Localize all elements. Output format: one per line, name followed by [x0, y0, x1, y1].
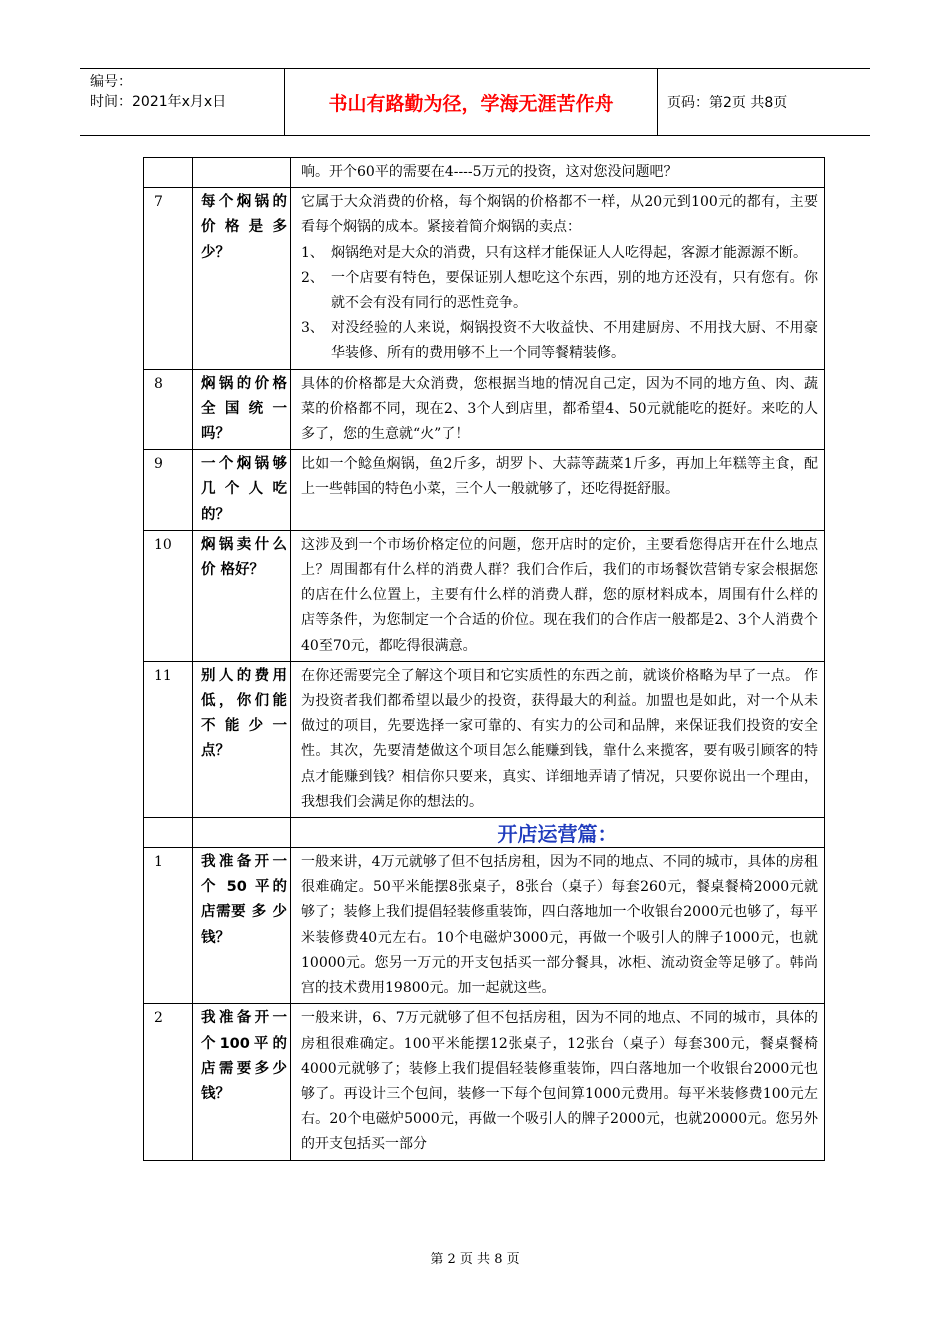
empty-cell	[193, 818, 291, 848]
page-header	[80, 68, 870, 136]
list-text: 对没经验的人来说，焖锅投资不大收益快、不用建厨房、不用找大厨、不用豪华装修、所有的费用够不上一个同等餐精装修。	[331, 320, 818, 362]
answer-cell	[291, 1004, 825, 1160]
table-row	[144, 530, 825, 661]
answer-list-item	[301, 266, 818, 316]
answer-cell	[291, 188, 825, 369]
list-text: 焖锅绝对是大众的消费，只有这样才能保证人人吃得起，客源才能源源不断。	[331, 244, 807, 261]
answer-cell	[291, 158, 825, 188]
table-row	[144, 158, 825, 188]
row-number: 9	[144, 450, 193, 531]
answer-cell	[291, 661, 825, 817]
question-cell: 一个焖锅够几个人吃的？	[193, 450, 291, 531]
question-cell: 我准备开一 个 50 平的店需要 多 少钱？	[193, 848, 291, 1004]
row-number	[144, 158, 193, 188]
question-cell: 焖锅的价格全国统一吗？	[193, 369, 291, 450]
answer-paragraph: 在你还需要完全了解这个项目和它实质性的东西之前，就谈价格略为早了一点。 作为投资者我们都希望以最少的投资，获得最大的利益。加盟也是如此，对一个从未做过的项目，先要选择一家可靠的、有实力的公司和品牌，来保证我们投资的安全性。其次，先要清楚做这个项目怎么能赚到钱，靠什么来揽客，要有吸引顾客的特点才能赚到钱？相信你只要来，真实、详细地弄请了情况，只要你说出一个理由，我想我们会满足你的想法的。	[301, 667, 818, 810]
row-number: 1	[144, 848, 193, 1004]
list-marker: 2、	[301, 269, 324, 286]
row-number: 11	[144, 661, 193, 817]
table-row	[144, 1004, 825, 1160]
list-marker: 3、	[301, 320, 324, 337]
page-footer: 第 2 页 共 8 页	[430, 1252, 520, 1267]
section-title: 开店运营篇：	[291, 818, 825, 848]
answer-paragraph: 一般来讲，6、7万元就够了但不包括房租，因为不同的地点、不同的城市，具体的房租很难确定。100平米能摆12张桌子，12张台（桌子）每套300元，餐桌餐椅4000元就够了；装修上我们提倡轻装修重装饰，四白落地加一个收银台2000元也够了。再设计三个包间，装修一下每个包间算1000元费用。每平米装修费100元左右。20个电磁炉5000元，再做一个吸引人的牌子2000元，也就20000元。您另外的开支包括买一部分	[301, 1010, 818, 1153]
answer-paragraph: 它属于大众消费的价格，每个焖锅的价格都不一样，从20元到100元的都有，主要看每个焖锅的成本。紧接着简介焖锅的卖点：	[301, 194, 818, 236]
row-number: 7	[144, 188, 193, 369]
section-row	[144, 818, 825, 848]
table-row	[144, 848, 825, 1004]
table-row	[144, 188, 825, 369]
question-cell	[193, 158, 291, 188]
empty-cell	[144, 818, 193, 848]
row-number: 10	[144, 530, 193, 661]
table-row	[144, 661, 825, 817]
serial-label: 编号：	[90, 74, 132, 90]
answer-list-item	[301, 316, 818, 366]
row-number: 8	[144, 369, 193, 450]
answer-paragraph: 一般来讲，4万元就够了但不包括房租，因为不同的地点、不同的城市，具体的房租很难确定。50平米能摆8张桌子，8张台（桌子）每套260元，餐桌餐椅2000元就够了；装修上我们提倡轻装修重装饰，四白落地加一个收银台2000元也够了，每平米装修费40元左右。10个电磁炉3000元，再做一个吸引人的牌子1000元，也就10000元。您另一万元的开支包括买一部分餐具，冰柜、流动资金等足够了。韩尚宫的技术费用19800元。加一起就这些。	[301, 854, 818, 997]
question-cell: 别人的费用低，你们能不能少一点？	[193, 661, 291, 817]
header-motto: 书山有路勤为径，学海无涯苦作舟	[284, 69, 658, 135]
answer-list-item	[301, 241, 818, 266]
answer-paragraph: 比如一个鲶鱼焖锅，鱼2斤多，胡罗卜、大蒜等蔬菜1斤多，再加上年糕等主食，配上一些韩国的特色小菜，三个人一般就够了，还吃得挺舒服。	[301, 456, 818, 498]
table-row	[144, 369, 825, 450]
table-row	[144, 450, 825, 531]
question-cell: 焖锅卖什么 价 格好？	[193, 530, 291, 661]
question-cell: 我准备开一个100平的店需要多少钱？	[193, 1004, 291, 1160]
answer-paragraph: 响。开个60平的需要在4----5万元的投资，这对您没问题吧？	[301, 164, 678, 180]
time-label: 时间：2021年x月x日	[90, 94, 227, 110]
list-text: 一个店要有特色，要保证别人想吃这个东西，别的地方还没有，只有您有。你就不会有没有同行的恶性竞争。	[331, 269, 818, 312]
answer-paragraph: 这涉及到一个市场价格定位的问题，您开店时的定价，主要看您得店开在什么地点上？周围都有什么样的消费人群？我们合作后，我们的市场餐饮营销专家会根据您的店在什么位置上，主要有什么样的消费人群，您的原材料成本，周围有什么样的店等条件，为您制定一个合适的价位。现在我们的合作店一般都是2、3个人消费个40至70元，都吃得很满意。	[301, 536, 818, 654]
header-page-info: 页码：第2页 共8页	[667, 95, 788, 111]
answer-cell	[291, 450, 825, 531]
answer-cell	[291, 530, 825, 661]
answer-paragraph: 具体的价格都是大众消费，您根据当地的情况自己定，因为不同的地方鱼、肉、蔬菜的价格都不同，现在2、3个人到店里，都希望4、50元就能吃的挺好。来吃的人多了，您的生意就“火”了！	[301, 375, 818, 443]
header-meta	[80, 69, 284, 138]
question-cell: 每个焖锅的价格是多少？	[193, 188, 291, 369]
list-marker: 1、	[301, 244, 324, 261]
answer-cell	[291, 369, 825, 450]
qa-table	[143, 157, 825, 1161]
answer-cell	[291, 848, 825, 1004]
row-number: 2	[144, 1004, 193, 1160]
